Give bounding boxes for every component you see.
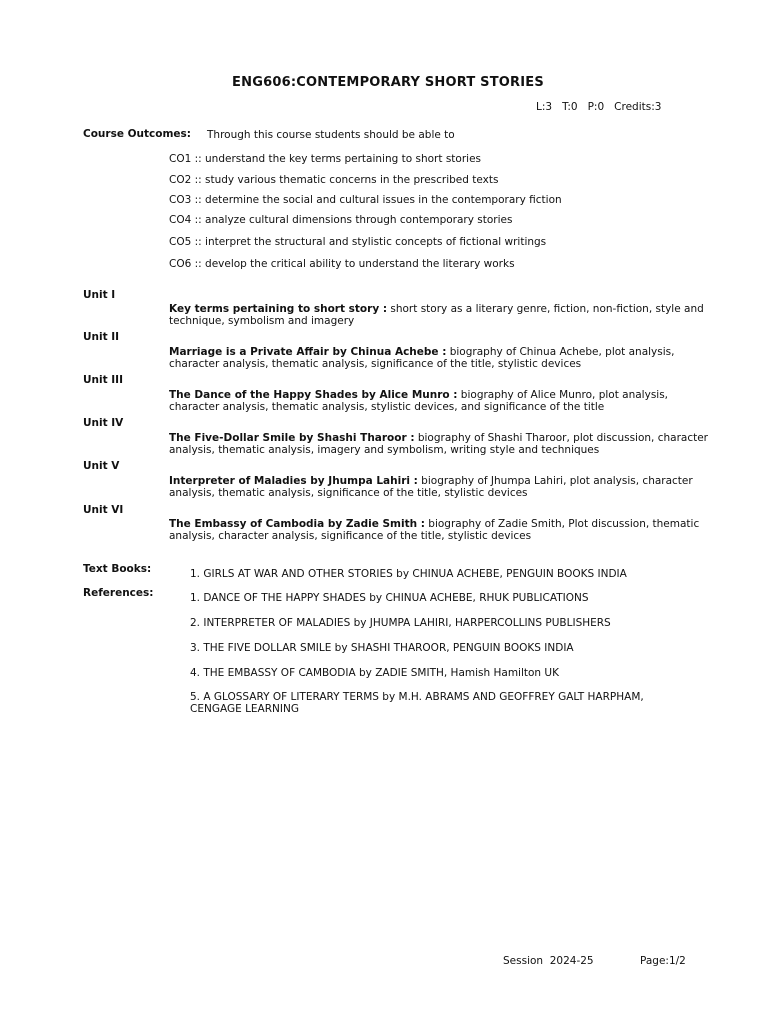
course-outcome-item: CO1 :: understand the key terms pertaining to short stories [169, 153, 482, 165]
unit-description: biography of Zadie Smith, Plot discussion, thematic analysis, character analysis, significance of the title, stylistic devices [169, 518, 700, 542]
unit-description: biography of Jhumpa Lahiri, plot analysis, character analysis, thematic analysis, significance of the title, stylistic devices [169, 475, 693, 499]
course-outcome-item: CO4 :: analyze cultural dimensions through contemporary stories [169, 214, 513, 226]
unit-content [169, 475, 709, 499]
unit-label: Unit I [83, 289, 116, 301]
practical-hours: P:0 [587, 101, 605, 113]
unit-heading: Marriage is a Private Affair by Chinua Achebe : [169, 346, 447, 358]
unit-description: short story as a literary genre, fiction, non-fiction, style and technique, symbolism and imagery [169, 303, 704, 327]
unit-heading: Key terms pertaining to short story : [169, 303, 388, 315]
page-title: ENG606:CONTEMPORARY SHORT STORIES [232, 75, 544, 90]
reference-item: 2. INTERPRETER OF MALADIES by JHUMPA LAHIRI, HARPERCOLLINS PUBLISHERS [190, 617, 611, 629]
unit-content [169, 303, 709, 327]
unit-label: Unit III [83, 374, 123, 386]
unit-heading: The Dance of the Happy Shades by Alice Munro : [169, 389, 458, 401]
unit-label: Unit IV [83, 417, 124, 429]
reference-item: 1. DANCE OF THE HAPPY SHADES by CHINUA ACHEBE, RHUK PUBLICATIONS [190, 592, 589, 604]
reference-item: 5. A GLOSSARY OF LITERARY TERMS by M.H. ABRAMS AND GEOFFREY GALT HARPHAM, CENGAGE LEARNING [190, 691, 644, 715]
tutorial-hours: T:0 [562, 101, 578, 113]
course-outcomes-intro: Through this course students should be able to [207, 129, 455, 141]
text-books-label: Text Books: [83, 563, 152, 575]
unit-heading: The Embassy of Cambodia by Zadie Smith : [169, 518, 425, 530]
reference-item: 3. THE FIVE DOLLAR SMILE by SHASHI THAROOR, PENGUIN BOOKS INDIA [190, 642, 574, 654]
course-outcome-item: CO6 :: develop the critical ability to understand the literary works [169, 258, 515, 270]
reference-item: 4. THE EMBASSY OF CAMBODIA by ZADIE SMITH, Hamish Hamilton UK [190, 667, 559, 679]
unit-content [169, 389, 709, 413]
unit-description: biography of Alice Munro, plot analysis, character analysis, thematic analysis, stylistic devices, and significance of the title [169, 389, 669, 413]
session-label: Session 2024-25 [503, 955, 594, 967]
credits-value: Credits:3 [614, 101, 662, 113]
unit-label: Unit II [83, 331, 120, 343]
unit-heading: The Five-Dollar Smile by Shashi Tharoor : [169, 432, 415, 444]
unit-heading: Interpreter of Maladies by Jhumpa Lahiri : [169, 475, 418, 487]
credits-line [536, 101, 661, 113]
text-book-item: 1. GIRLS AT WAR AND OTHER STORIES by CHINUA ACHEBE, PENGUIN BOOKS INDIA [190, 568, 627, 580]
course-outcomes-label: Course Outcomes: [83, 128, 191, 140]
unit-description: biography of Shashi Tharoor, plot discussion, character analysis, thematic analysis, imagery and symbolism, writing style and techniques [169, 432, 709, 456]
lecture-hours: L:3 [536, 101, 553, 113]
course-outcome-item: CO2 :: study various thematic concerns in the prescribed texts [169, 174, 499, 186]
course-outcome-item: CO5 :: interpret the structural and stylistic concepts of fictional writings [169, 236, 547, 248]
unit-content [169, 432, 709, 456]
unit-description: biography of Chinua Achebe, plot analysis, character analysis, thematic analysis, significance of the title, stylistic devices [169, 346, 675, 370]
unit-label: Unit V [83, 460, 120, 472]
unit-content [169, 518, 709, 542]
references-label: References: [83, 587, 154, 599]
course-outcome-item: CO3 :: determine the social and cultural issues in the contemporary fiction [169, 194, 562, 206]
unit-content [169, 346, 709, 370]
page-number: Page:1/2 [640, 955, 686, 967]
unit-label: Unit VI [83, 504, 124, 516]
